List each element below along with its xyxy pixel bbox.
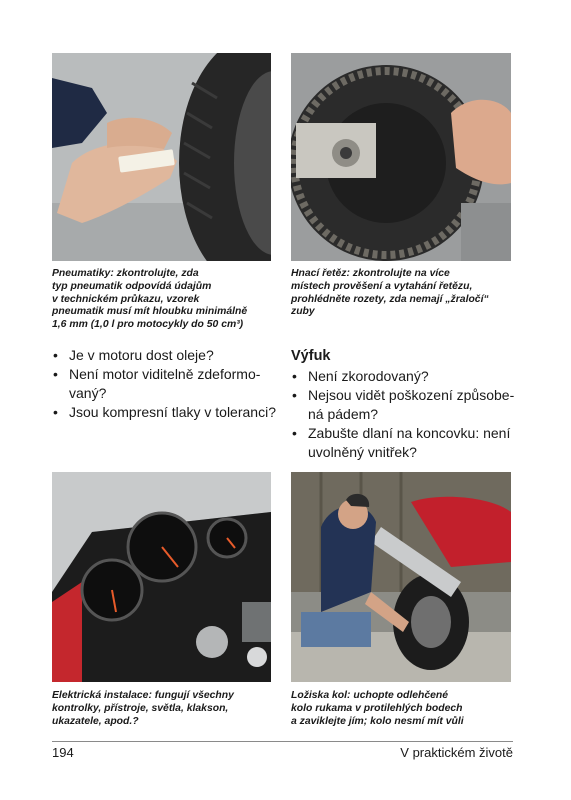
page-number: 194 [52,745,74,760]
chain-caption [291,268,489,319]
list-item [291,424,514,462]
caption-line: v technickém průkazu, vzorek [52,293,200,305]
caption-line: místech prověšení a vytahání řetězu, [291,280,473,292]
caption-line: kontrolky, přístroje, světla, klakson, [52,702,229,714]
list-item-line: vaný? [69,385,107,401]
list-item [52,403,276,422]
caption-line: Hnací řetěz: zkontrolujte na více [291,268,450,279]
list-item-line: • Je v motoru dost oleje? [69,347,214,363]
chapter-title: V praktickém životě [400,745,513,760]
exhaust-checklist [291,367,514,462]
engine-checklist [52,346,276,422]
electrics-caption [52,690,234,728]
list-item [291,367,514,386]
bearings-caption [291,690,464,728]
list-item [291,386,514,424]
caption-line: zuby [291,306,315,318]
instrument-cluster-photo [52,472,271,682]
list-item-line: • Zabušte dlaní na koncovku: není [308,425,511,441]
list-item [52,365,276,403]
caption-line: ukazatele, apod.? [52,715,139,727]
caption-line: 1,6 mm (1,0 l pro motocykly do 50 cm³) [52,319,244,331]
exhaust-heading: Výfuk [291,348,331,364]
tyre-check-photo [52,53,271,261]
list-item [52,346,276,365]
caption-line: Pneumatiky: zkontrolujte, zda [52,268,199,279]
caption-line: prohlédněte rozety, zda nemají „žraločí“ [291,293,489,305]
tyre-check-caption [52,268,247,332]
list-item-line: • Jsou kompresní tlaky v toleranci? [69,404,276,420]
caption-line: kolo rukama v protilehlých bodech [291,702,463,714]
footer-divider [52,741,513,742]
list-item-line: • Není motor viditelně zdeformo- [69,366,261,382]
list-item-line: • Nejsou vidět poškození způsobe- [308,387,515,403]
list-item-line: • Není zkorodovaný? [308,368,429,384]
wheel-bearing-photo [291,472,511,682]
chain-sprocket-photo [291,53,511,261]
caption-line: typ pneumatik odpovídá údajům [52,280,212,292]
list-item-line: ná pádem? [308,406,379,422]
caption-line: Elektrická instalace: fungují všechny [52,690,234,701]
list-item-line: uvolněný vnitřek? [308,444,417,460]
caption-line: pneumatik musí mít hloubku minimálně [52,306,248,318]
caption-line: a zaviklejte jím; kolo nesmí mít vůli [291,715,464,727]
caption-line: Ložiska kol: uchopte odlehčené [291,690,449,701]
